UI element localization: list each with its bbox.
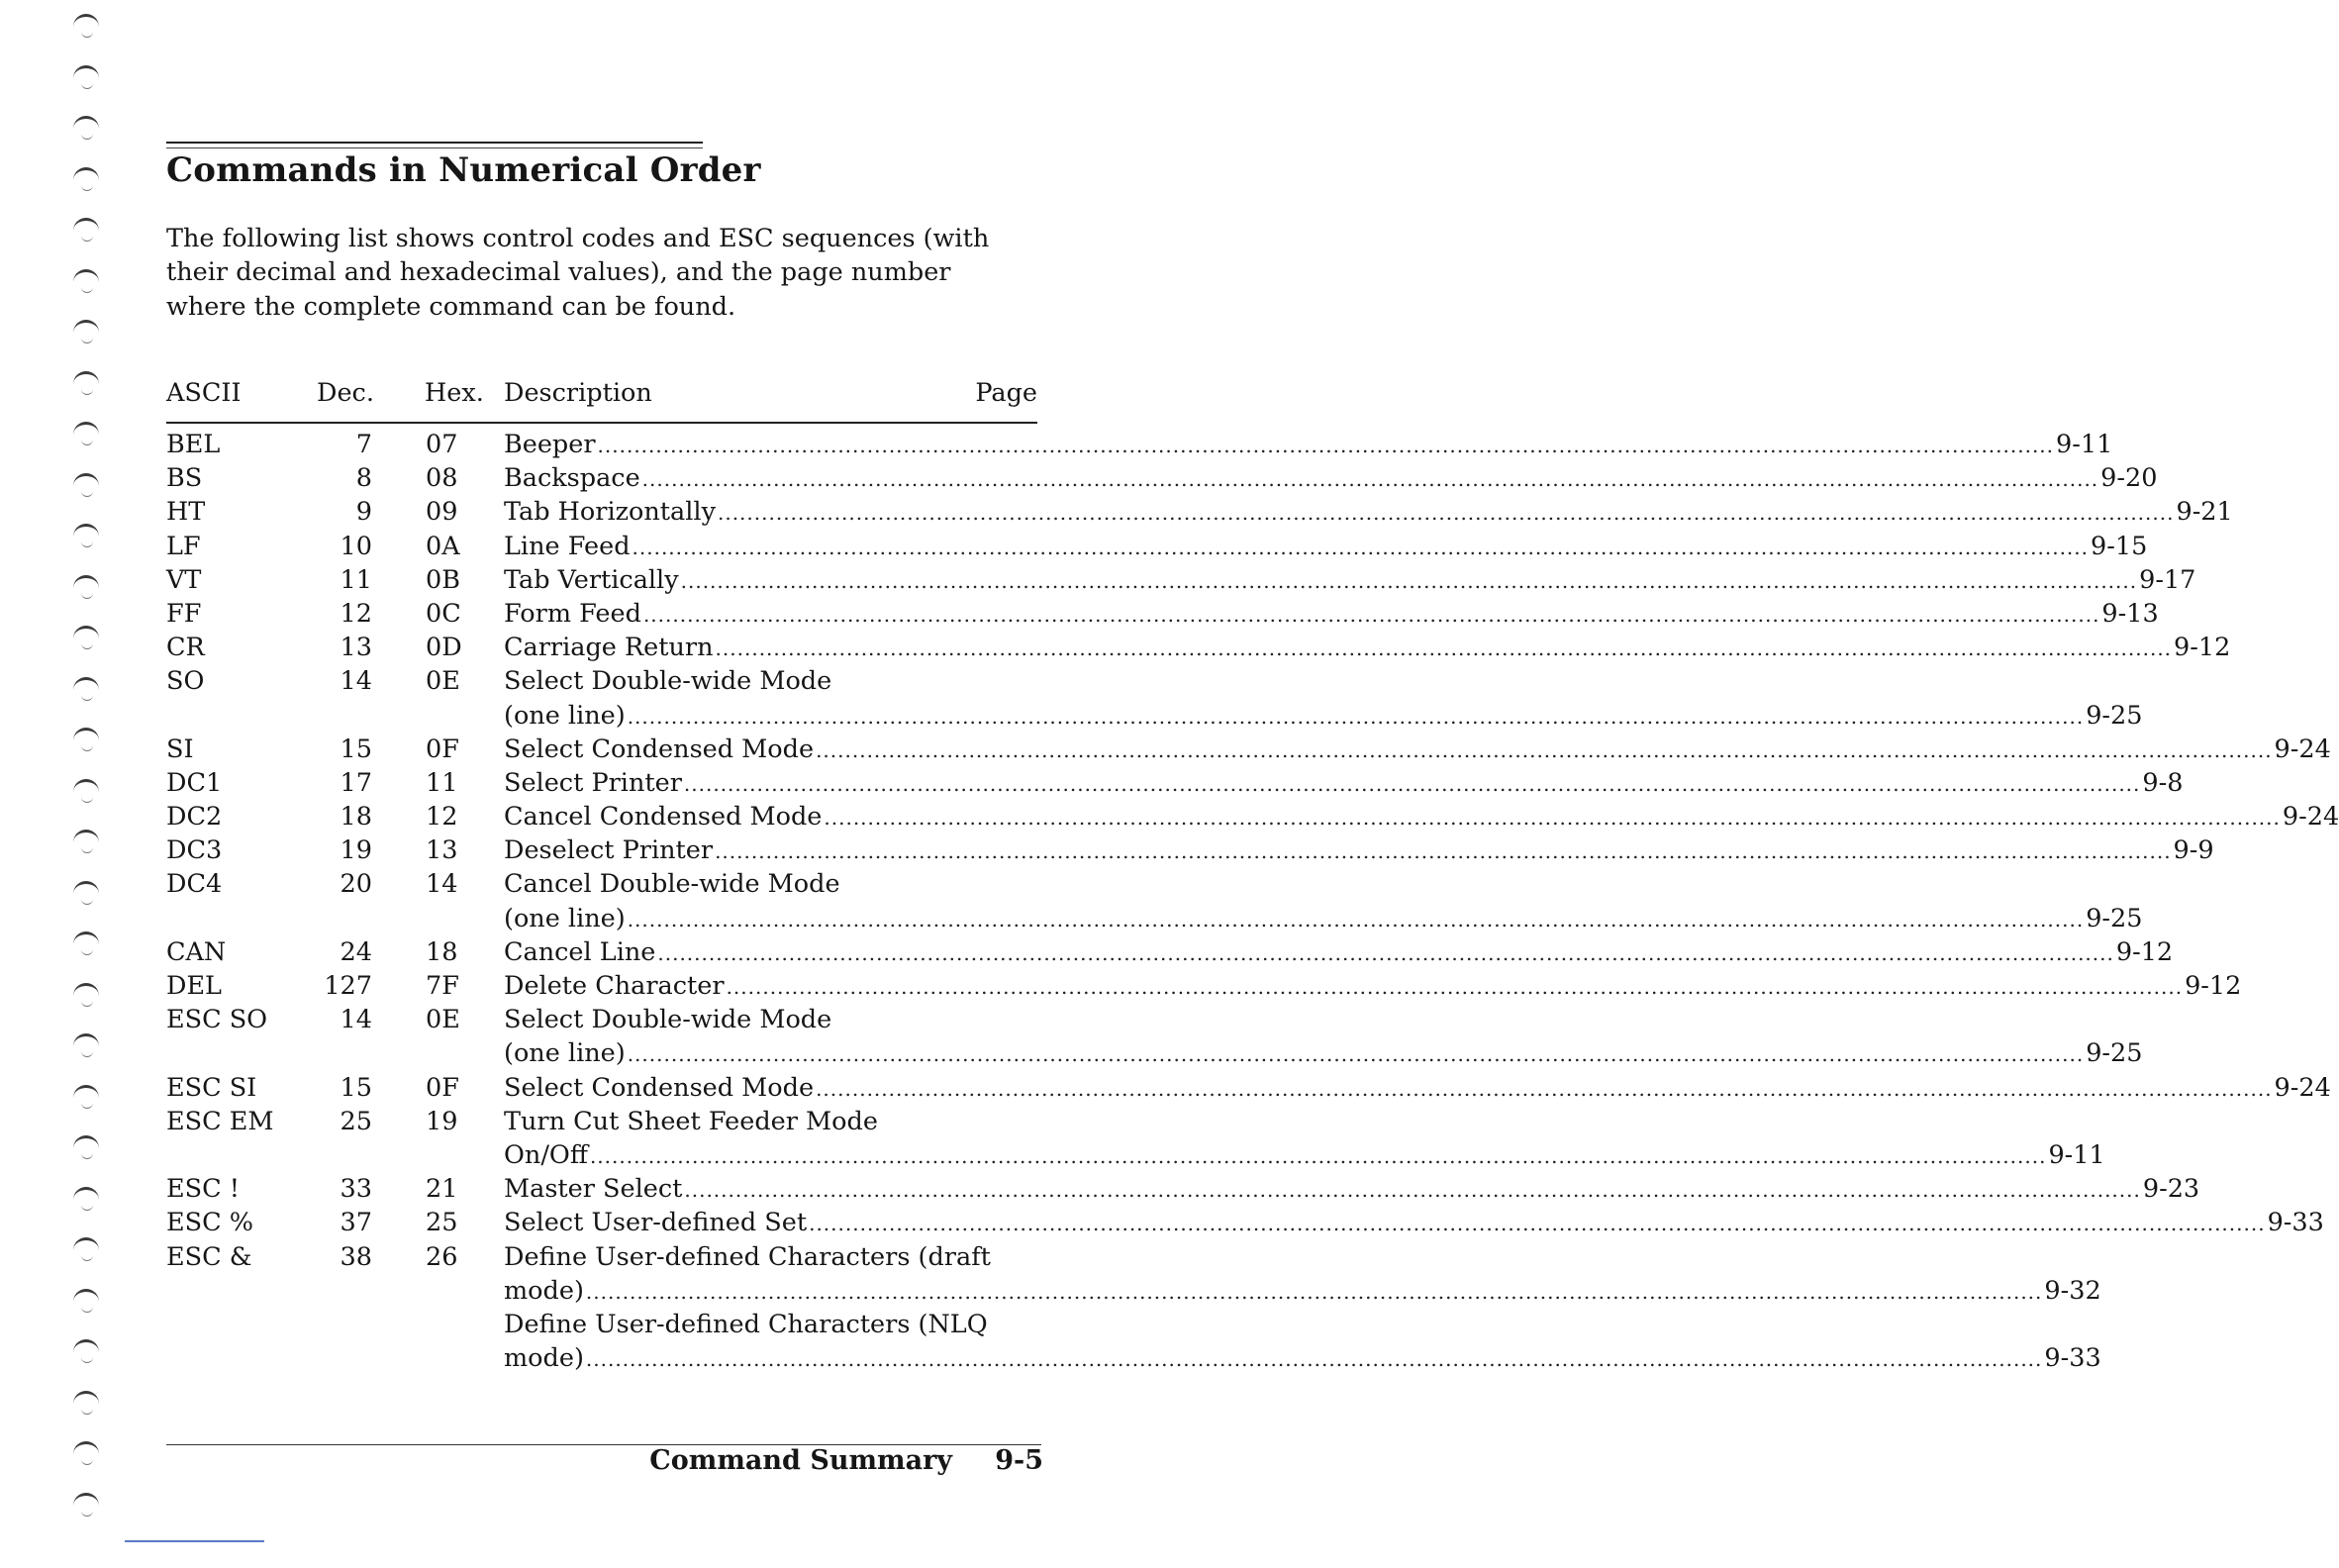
cell-description — [504, 1072, 2331, 1103]
table-row — [166, 564, 2196, 599]
binder-hole-icon — [71, 312, 101, 342]
cell-description — [504, 430, 2113, 459]
table-row — [166, 734, 2331, 768]
cell-dec: 13 — [340, 633, 372, 663]
description-text: Cancel Condensed Mode — [504, 802, 823, 833]
binder-hole-icon — [71, 669, 101, 699]
dot-leader: ........................................................................................................................................................................................................ — [632, 535, 2089, 559]
cell-dec: 24 — [340, 936, 372, 967]
description-text: Define User-defined Characters (draft — [504, 1241, 991, 1272]
cell-hex: 0E — [426, 1005, 460, 1035]
cell-description — [504, 598, 2159, 629]
binder-hole-icon — [71, 1026, 101, 1055]
cell-description — [504, 531, 2148, 561]
cell-dec: 20 — [340, 869, 372, 900]
binder-hole-icon — [71, 108, 101, 138]
cell-description — [504, 971, 2242, 1001]
table-row — [166, 1208, 2324, 1241]
dot-leader: ........................................................................................................................................................................................................ — [717, 501, 2175, 526]
column-header-hex: Hex. — [425, 378, 484, 408]
table-row — [166, 430, 2113, 463]
cell-dec: 15 — [340, 734, 372, 764]
description-text: Define User-defined Characters (NLQ — [504, 1309, 988, 1339]
cell-dec: 9 — [355, 497, 372, 528]
cell-page: 9-20 — [2100, 463, 2158, 494]
cell-ascii: DC1 — [166, 767, 223, 798]
dot-leader: ........................................................................................................................................................................................................ — [597, 434, 2055, 457]
cell-hex: 18 — [426, 936, 458, 967]
binder-hole-icon — [71, 618, 101, 647]
cell-ascii: ESC % — [166, 1208, 253, 1238]
binder-hole-icon — [71, 465, 101, 495]
binder-hole-icon — [71, 1281, 101, 1311]
cell-dec: 14 — [340, 666, 372, 697]
dot-leader: ........................................................................................................................................................................................................ — [680, 568, 2138, 593]
column-header-description: Description — [504, 378, 652, 408]
table-row — [166, 869, 2143, 936]
column-header-dec: Dec. — [317, 378, 374, 408]
cell-page: 9-25 — [2086, 1038, 2143, 1069]
table-row — [166, 1174, 2200, 1208]
table-header — [166, 378, 1037, 418]
binder-hole-icon — [71, 873, 101, 903]
binder-hole-icon — [71, 1331, 101, 1361]
cell-ascii: ESC EM — [166, 1106, 274, 1136]
cell-page: 9-24 — [2274, 734, 2331, 764]
description-text: Cancel Line — [504, 936, 656, 967]
dot-leader: ........................................................................................................................................................................................................ — [641, 467, 2099, 492]
table-row — [166, 463, 2158, 497]
cell-description — [504, 767, 2184, 798]
binder-hole-icon — [71, 1229, 101, 1259]
binder-hole-icon — [71, 363, 101, 393]
cell-description — [504, 666, 1041, 696]
dot-leader: ........................................................................................................................................................................................................ — [642, 602, 2100, 627]
binder-hole-icon — [71, 6, 101, 36]
binder-hole-icon — [71, 57, 101, 87]
description-text: (one line) — [504, 1038, 626, 1069]
cell-dec: 17 — [340, 767, 372, 798]
cell-description — [504, 564, 2196, 595]
binder-hole-icon — [71, 210, 101, 240]
cell-description — [504, 1038, 2143, 1069]
description-text: mode) — [504, 1343, 584, 1374]
cell-dec: 25 — [340, 1106, 372, 1136]
cell-page: 9-11 — [2048, 1139, 2105, 1170]
binder-hole-icon — [71, 1077, 101, 1107]
cell-hex: 19 — [426, 1106, 458, 1136]
dot-leader: ........................................................................................................................................................................................................ — [683, 771, 2141, 796]
cell-description — [504, 802, 2339, 833]
cell-ascii: ESC SO — [166, 1005, 268, 1035]
cell-dec: 14 — [340, 1005, 372, 1035]
cell-dec: 7 — [355, 430, 372, 459]
cell-dec: 11 — [340, 564, 372, 595]
footer-section-title: Command Summary — [649, 1445, 952, 1476]
description-text: Master Select — [504, 1174, 683, 1205]
dot-leader: ........................................................................................................................................................................................................ — [589, 1143, 2047, 1168]
description-text: Select Double-wide Mode — [504, 1005, 832, 1035]
cell-description — [504, 1242, 1041, 1272]
dot-leader: ........................................................................................................................................................................................................ — [585, 1347, 2043, 1372]
dot-leader: ........................................................................................................................................................................................................ — [627, 907, 2085, 931]
cell-hex: 12 — [426, 802, 458, 833]
binder-hole-icon — [71, 1383, 101, 1413]
cell-description — [504, 463, 2158, 494]
description-text: Select Double-wide Mode — [504, 666, 832, 697]
binder-hole-icon — [71, 1485, 101, 1515]
cell-page: 9-23 — [2142, 1174, 2200, 1205]
table-row — [166, 666, 2143, 734]
binder-holes — [71, 0, 111, 1568]
table-row — [166, 835, 2214, 869]
cell-ascii: SI — [166, 734, 194, 764]
description-text: Backspace — [504, 463, 640, 494]
cell-hex: 25 — [426, 1208, 458, 1238]
cell-description — [504, 1107, 1041, 1136]
cell-description — [504, 1275, 2101, 1306]
cell-description — [504, 1343, 2101, 1374]
binder-hole-icon — [71, 1179, 101, 1209]
cell-dec: 19 — [340, 835, 372, 866]
cell-hex: 0A — [426, 531, 460, 561]
cell-ascii: DEL — [166, 971, 222, 1001]
dot-leader: ........................................................................................................................................................................................................ — [585, 1279, 2043, 1304]
cell-dec: 33 — [340, 1174, 372, 1205]
dot-leader: ........................................................................................................................................................................................................ — [816, 737, 2273, 762]
cell-description — [504, 1005, 1041, 1034]
cell-ascii: ESC ! — [166, 1174, 240, 1205]
cell-dec: 15 — [340, 1072, 372, 1103]
dot-leader: ........................................................................................................................................................................................................ — [809, 1212, 2266, 1236]
binder-hole-icon — [71, 720, 101, 749]
cell-page: 9-15 — [2091, 531, 2148, 561]
cell-ascii: LF — [166, 531, 201, 561]
table-row — [166, 497, 2233, 531]
cell-ascii: CR — [166, 633, 205, 663]
header-rule — [166, 422, 1037, 424]
cell-hex: 0F — [426, 1072, 459, 1103]
binder-hole-icon — [71, 924, 101, 953]
dot-leader: ........................................................................................................................................................................................................ — [627, 1042, 2085, 1067]
description-text: Cancel Double-wide Mode — [504, 869, 840, 900]
table-row — [166, 936, 2174, 971]
dot-leader: ........................................................................................................................................................................................................ — [726, 975, 2184, 999]
cell-hex: 26 — [426, 1241, 458, 1272]
cell-page: 9-12 — [2174, 633, 2231, 663]
table-row — [166, 802, 2339, 835]
cell-description — [504, 633, 2231, 663]
cell-description — [504, 734, 2331, 764]
column-header-ascii: ASCII — [166, 378, 242, 408]
description-text: Turn Cut Sheet Feeder Mode — [504, 1106, 878, 1136]
cell-dec: 38 — [340, 1241, 372, 1272]
cell-hex: 09 — [426, 497, 458, 528]
binder-hole-icon — [71, 159, 101, 189]
binder-hole-icon — [71, 822, 101, 851]
cell-description — [504, 936, 2174, 967]
description-text: Select Condensed Mode — [504, 734, 815, 764]
cell-page: 9-8 — [2142, 767, 2184, 798]
cell-hex: 0F — [426, 734, 459, 764]
description-text: On/Off — [504, 1139, 588, 1170]
table-row — [166, 1106, 2105, 1174]
dot-leader: ........................................................................................................................................................................................................ — [684, 1178, 2141, 1203]
dot-leader: ........................................................................................................................................................................................................ — [715, 839, 2172, 864]
command-table — [166, 430, 2339, 1377]
cell-description — [504, 700, 2143, 731]
cell-ascii: VT — [166, 564, 202, 595]
cell-page: 9-12 — [2185, 971, 2242, 1001]
cell-ascii: BS — [166, 463, 203, 494]
dot-leader: ........................................................................................................................................................................................................ — [715, 637, 2173, 661]
binder-hole-icon — [71, 975, 101, 1005]
cell-ascii: DC2 — [166, 802, 223, 833]
cell-ascii: HT — [166, 497, 206, 528]
binder-hole-icon — [71, 261, 101, 291]
cell-ascii: DC4 — [166, 869, 223, 900]
binder-hole-icon — [71, 771, 101, 801]
cell-page: 9-12 — [2115, 936, 2174, 967]
cell-page: 9-32 — [2044, 1275, 2101, 1306]
dot-leader: ........................................................................................................................................................................................................ — [824, 806, 2281, 831]
cell-page: 9-13 — [2101, 598, 2159, 629]
description-text: Line Feed — [504, 531, 631, 561]
column-header-page: Page — [975, 378, 1037, 408]
cell-hex: 7F — [426, 971, 459, 1001]
cell-description — [504, 869, 1041, 899]
cell-page: 9-24 — [2274, 1072, 2331, 1103]
binder-hole-icon — [71, 516, 101, 545]
cell-page: 9-25 — [2086, 903, 2143, 933]
heading-rule — [166, 142, 703, 148]
cell-hex: 08 — [426, 463, 458, 494]
cell-page: 9-17 — [2139, 564, 2196, 595]
cell-ascii: BEL — [166, 430, 221, 459]
description-text: Beeper — [504, 430, 596, 459]
cell-hex: 07 — [426, 430, 458, 459]
binder-hole-icon — [71, 1433, 101, 1463]
footer-page-number: 9-5 — [995, 1445, 1043, 1476]
table-row — [166, 633, 2231, 666]
cell-ascii: SO — [166, 666, 205, 697]
intro-paragraph: The following list shows control codes and ESC sequences (with their decimal and hexadecimal values), and the page number where the complete command can be found. — [166, 224, 990, 322]
description-text: Select User-defined Set — [504, 1208, 808, 1238]
cell-hex: 0B — [426, 564, 460, 595]
dot-leader: ........................................................................................................................................................................................................ — [657, 940, 2114, 965]
cell-dec: 127 — [324, 971, 372, 1001]
scan-artifact-line — [125, 1540, 264, 1542]
cell-hex: 13 — [426, 835, 458, 866]
binder-hole-icon — [71, 1127, 101, 1157]
cell-page: 9-9 — [2173, 835, 2214, 866]
cell-ascii: ESC SI — [166, 1072, 257, 1103]
cell-page: 9-24 — [2282, 802, 2339, 833]
cell-description — [504, 1208, 2324, 1238]
cell-description — [504, 1139, 2105, 1170]
cell-hex: 0D — [426, 633, 462, 663]
cell-description — [504, 835, 2214, 866]
cell-hex: 11 — [426, 767, 458, 798]
cell-ascii: ESC & — [166, 1241, 252, 1272]
table-row — [166, 1309, 2101, 1377]
cell-ascii: FF — [166, 598, 202, 629]
description-text: Tab Vertically — [504, 564, 679, 595]
description-text: mode) — [504, 1275, 584, 1306]
cell-description — [504, 1174, 2200, 1205]
cell-hex: 0E — [426, 666, 460, 697]
table-row — [166, 767, 2184, 802]
dot-leader: ........................................................................................................................................................................................................ — [627, 704, 2085, 729]
table-row — [166, 1072, 2331, 1107]
cell-hex: 14 — [426, 869, 458, 900]
binder-hole-icon — [71, 567, 101, 597]
cell-page: 9-33 — [2267, 1208, 2324, 1238]
table-row — [166, 598, 2159, 633]
description-text: (one line) — [504, 903, 626, 933]
cell-description — [504, 497, 2233, 528]
cell-ascii: DC3 — [166, 835, 223, 866]
cell-page: 9-11 — [2056, 430, 2113, 459]
table-row — [166, 1005, 2143, 1072]
description-text: Form Feed — [504, 598, 641, 629]
table-row — [166, 971, 2242, 1005]
description-text: Select Condensed Mode — [504, 1072, 815, 1103]
description-text: Select Printer — [504, 767, 682, 798]
cell-description — [504, 903, 2143, 933]
cell-dec: 18 — [340, 802, 372, 833]
description-text: Delete Character — [504, 971, 725, 1001]
cell-hex: 21 — [426, 1174, 458, 1205]
cell-dec: 10 — [340, 531, 372, 561]
cell-page: 9-25 — [2086, 700, 2143, 731]
description-text: Tab Horizontally — [504, 497, 716, 528]
cell-ascii: CAN — [166, 936, 227, 967]
cell-page: 9-21 — [2176, 497, 2233, 528]
cell-page: 9-33 — [2044, 1343, 2101, 1374]
cell-dec: 12 — [340, 598, 372, 629]
table-row — [166, 1241, 2101, 1310]
table-row — [166, 531, 2148, 565]
cell-hex: 0C — [426, 598, 461, 629]
cell-dec: 37 — [340, 1208, 372, 1238]
dot-leader: ........................................................................................................................................................................................................ — [816, 1076, 2273, 1101]
cell-dec: 8 — [355, 463, 372, 494]
description-text: Deselect Printer — [504, 835, 714, 866]
binder-hole-icon — [71, 414, 101, 443]
cell-description — [504, 1310, 1041, 1339]
description-text: (one line) — [504, 700, 626, 731]
page-title: Commands in Numerical Order — [166, 150, 761, 190]
description-text: Carriage Return — [504, 633, 714, 663]
